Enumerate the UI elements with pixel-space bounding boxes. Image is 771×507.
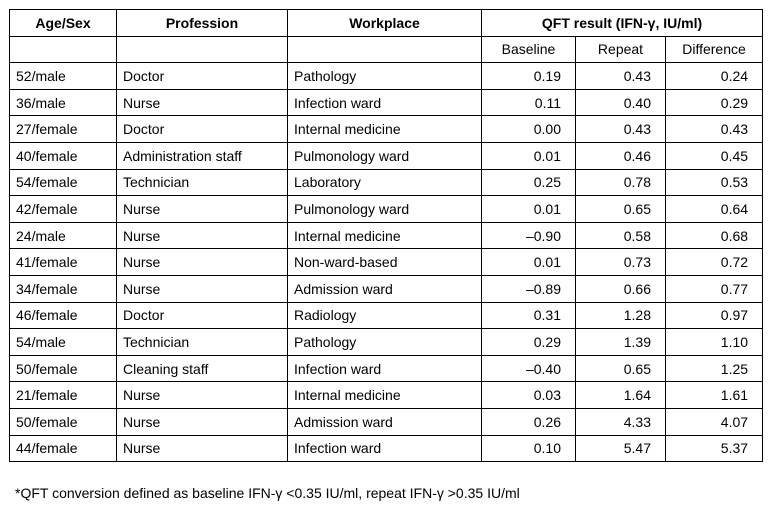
cell-baseline: 0.01 — [482, 249, 576, 276]
cell-workplace: Admission ward — [288, 275, 482, 302]
cell-age-sex: 40/female — [10, 142, 117, 169]
cell-difference: 0.45 — [666, 142, 763, 169]
cell-baseline: 0.19 — [482, 63, 576, 90]
cell-profession: Technician — [117, 169, 288, 196]
cell-profession: Doctor — [117, 63, 288, 90]
cell-profession: Nurse — [117, 408, 288, 435]
cell-workplace: Laboratory — [288, 169, 482, 196]
cell-baseline: 0.25 — [482, 169, 576, 196]
cell-age-sex: 42/female — [10, 196, 117, 223]
cell-workplace: Infection ward — [288, 355, 482, 382]
header-repeat: Repeat — [576, 36, 666, 63]
cell-workplace: Pulmonology ward — [288, 142, 482, 169]
cell-workplace: Pathology — [288, 329, 482, 356]
cell-profession: Nurse — [117, 275, 288, 302]
cell-workplace: Infection ward — [288, 435, 482, 462]
cell-profession: Doctor — [117, 302, 288, 329]
cell-difference: 5.37 — [666, 435, 763, 462]
cell-difference: 0.64 — [666, 196, 763, 223]
table-row — [10, 222, 763, 249]
cell-profession: Nurse — [117, 89, 288, 116]
cell-workplace: Internal medicine — [288, 382, 482, 409]
header-empty-cell — [10, 36, 117, 63]
cell-baseline: –0.89 — [482, 275, 576, 302]
cell-difference: 1.10 — [666, 329, 763, 356]
cell-age-sex: 36/male — [10, 89, 117, 116]
cell-age-sex: 52/male — [10, 63, 117, 90]
cell-repeat: 0.43 — [576, 116, 666, 143]
cell-profession: Doctor — [117, 116, 288, 143]
cell-repeat: 0.40 — [576, 89, 666, 116]
cell-repeat: 0.65 — [576, 355, 666, 382]
qft-conversion-table — [9, 9, 763, 462]
cell-repeat: 5.47 — [576, 435, 666, 462]
cell-age-sex: 54/male — [10, 329, 117, 356]
cell-age-sex: 54/female — [10, 169, 117, 196]
cell-repeat: 0.46 — [576, 142, 666, 169]
cell-age-sex: 24/male — [10, 222, 117, 249]
cell-repeat: 0.73 — [576, 249, 666, 276]
cell-difference: 0.77 — [666, 275, 763, 302]
cell-age-sex: 50/female — [10, 355, 117, 382]
cell-age-sex: 50/female — [10, 408, 117, 435]
cell-profession: Administration staff — [117, 142, 288, 169]
cell-workplace: Radiology — [288, 302, 482, 329]
cell-repeat: 1.28 — [576, 302, 666, 329]
cell-workplace: Non-ward-based — [288, 249, 482, 276]
header-profession: Profession — [117, 10, 288, 37]
table-row — [10, 302, 763, 329]
cell-repeat: 0.66 — [576, 275, 666, 302]
table-body — [10, 63, 763, 462]
cell-repeat: 1.64 — [576, 382, 666, 409]
table-header — [10, 10, 763, 63]
cell-age-sex: 41/female — [10, 249, 117, 276]
table-row — [10, 142, 763, 169]
header-age-sex: Age/Sex — [10, 10, 117, 37]
cell-baseline: 0.01 — [482, 142, 576, 169]
cell-profession: Cleaning staff — [117, 355, 288, 382]
table-row — [10, 116, 763, 143]
cell-repeat: 0.43 — [576, 63, 666, 90]
cell-baseline: –0.90 — [482, 222, 576, 249]
table-row — [10, 196, 763, 223]
cell-baseline: 0.03 — [482, 382, 576, 409]
cell-repeat: 0.58 — [576, 222, 666, 249]
cell-difference: 0.29 — [666, 89, 763, 116]
cell-profession: Nurse — [117, 382, 288, 409]
cell-age-sex: 21/female — [10, 382, 117, 409]
cell-baseline: 0.11 — [482, 89, 576, 116]
header-difference: Difference — [666, 36, 763, 63]
cell-difference: 0.68 — [666, 222, 763, 249]
table-row — [10, 89, 763, 116]
cell-age-sex: 27/female — [10, 116, 117, 143]
table-row — [10, 275, 763, 302]
table-footnote: *QFT conversion defined as baseline IFN-γ <0.35 IU/ml, repeat IFN-γ >0.35 IU/ml — [15, 485, 520, 501]
cell-repeat: 1.39 — [576, 329, 666, 356]
cell-baseline: 0.01 — [482, 196, 576, 223]
cell-baseline: 0.31 — [482, 302, 576, 329]
cell-workplace: Admission ward — [288, 408, 482, 435]
header-qft-result: QFT result (IFN-γ, IU/ml) — [482, 10, 763, 37]
cell-profession: Nurse — [117, 196, 288, 223]
cell-baseline: 0.10 — [482, 435, 576, 462]
cell-profession: Nurse — [117, 222, 288, 249]
cell-age-sex: 44/female — [10, 435, 117, 462]
cell-difference: 1.25 — [666, 355, 763, 382]
cell-profession: Technician — [117, 329, 288, 356]
cell-workplace: Internal medicine — [288, 222, 482, 249]
table-row — [10, 249, 763, 276]
cell-workplace: Pathology — [288, 63, 482, 90]
cell-baseline: –0.40 — [482, 355, 576, 382]
cell-difference: 4.07 — [666, 408, 763, 435]
cell-difference: 0.43 — [666, 116, 763, 143]
cell-repeat: 4.33 — [576, 408, 666, 435]
header-workplace: Workplace — [288, 10, 482, 37]
cell-age-sex: 46/female — [10, 302, 117, 329]
cell-age-sex: 34/female — [10, 275, 117, 302]
cell-difference: 0.97 — [666, 302, 763, 329]
cell-difference: 0.24 — [666, 63, 763, 90]
cell-repeat: 0.78 — [576, 169, 666, 196]
table-row — [10, 63, 763, 90]
header-empty-cell — [117, 36, 288, 63]
cell-profession: Nurse — [117, 249, 288, 276]
cell-baseline: 0.00 — [482, 116, 576, 143]
table-row — [10, 329, 763, 356]
header-row-main — [10, 10, 763, 37]
table-row — [10, 355, 763, 382]
cell-repeat: 0.65 — [576, 196, 666, 223]
header-baseline: Baseline — [482, 36, 576, 63]
cell-workplace: Internal medicine — [288, 116, 482, 143]
cell-baseline: 0.29 — [482, 329, 576, 356]
cell-difference: 0.53 — [666, 169, 763, 196]
header-row-sub — [10, 36, 763, 63]
cell-baseline: 0.26 — [482, 408, 576, 435]
table-row — [10, 169, 763, 196]
cell-workplace: Infection ward — [288, 89, 482, 116]
table-row — [10, 435, 763, 462]
table-row — [10, 408, 763, 435]
cell-difference: 0.72 — [666, 249, 763, 276]
cell-workplace: Pulmonology ward — [288, 196, 482, 223]
cell-difference: 1.61 — [666, 382, 763, 409]
header-empty-cell — [288, 36, 482, 63]
cell-profession: Nurse — [117, 435, 288, 462]
table-row — [10, 382, 763, 409]
